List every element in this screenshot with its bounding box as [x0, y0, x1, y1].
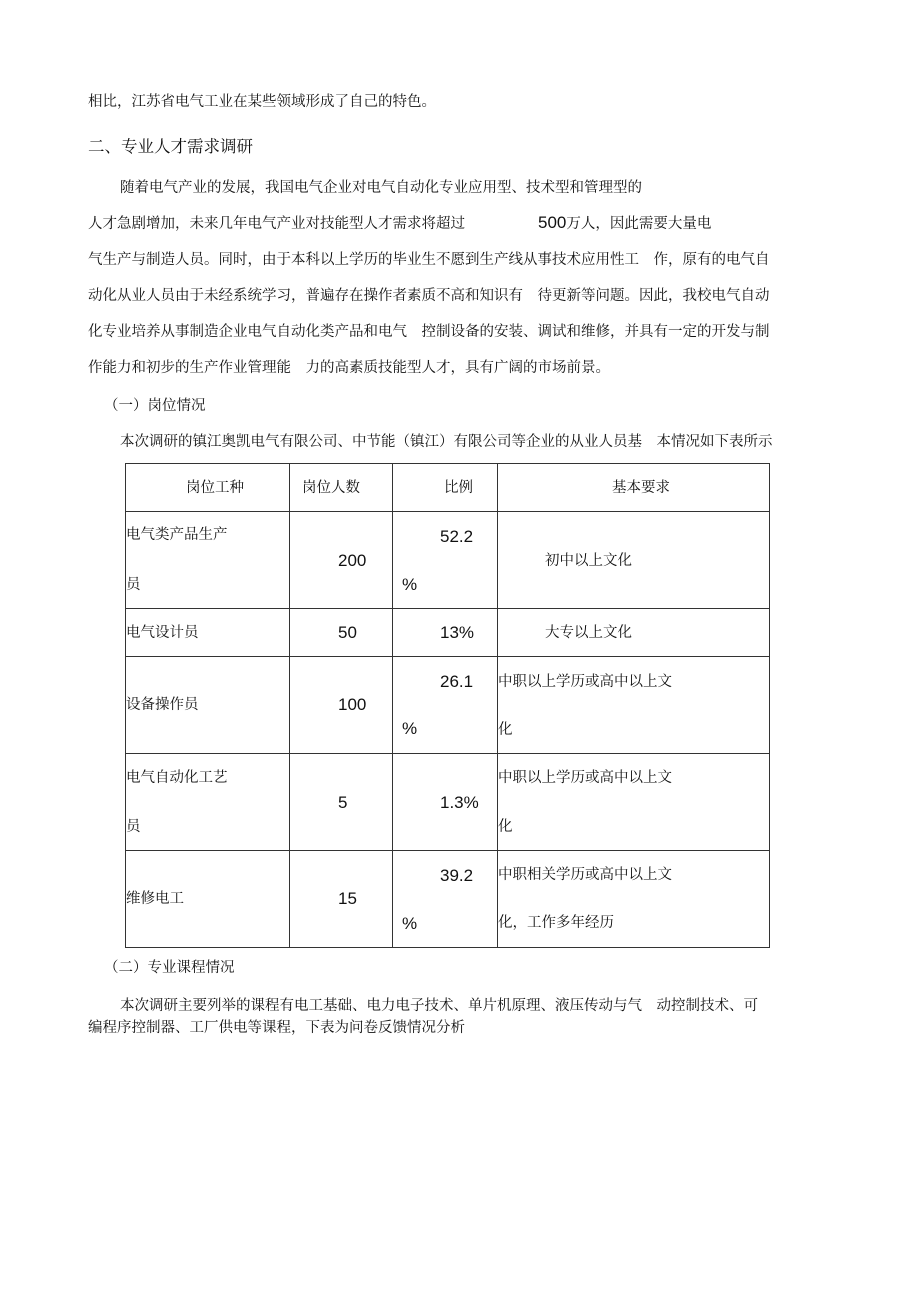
subsection-1-title: （一）岗位情况 [104, 398, 206, 414]
job-positions-table [125, 463, 770, 948]
header-cell: 岗位人数 [290, 464, 393, 512]
count-cell: 100 [290, 657, 393, 754]
header-cell: 基本要求 [498, 464, 770, 512]
ratio-cell: 39.2 % [393, 851, 498, 948]
ratio-cell: 1.3% [393, 754, 498, 851]
requirement-cell: 中职相关学历或高中以上文 化，工作多年经历 [498, 851, 770, 948]
table-header-row [126, 464, 770, 512]
job-cell: 维修电工 [126, 851, 290, 948]
table-row [126, 851, 770, 948]
count-cell: 5 [290, 754, 393, 851]
table-row [126, 512, 770, 609]
intro-tail-text: 相比，江苏省电气工业在某些领域形成了自己的特色。 [88, 94, 436, 110]
paragraph-1-line-5: 化专业培养从事制造企业电气自动化类产品和电气 控制设备的安装、调试和维修，并具有一定的开发与制 [88, 324, 770, 340]
job-cell: 电气设计员 [126, 609, 290, 657]
paragraph-1-line-2b: 万人，因此需要大量电 [566, 216, 712, 232]
ratio-cell: 26.1 % [393, 657, 498, 754]
requirement-cell: 中职以上学历或高中以上文 化 [498, 754, 770, 851]
requirement-cell: 中职以上学历或高中以上文 化 [498, 657, 770, 754]
header-cell: 岗位工种 [126, 464, 290, 512]
paragraph-2-line-1: 本次调研主要列举的课程有电工基础、电力电子技术、单片机原理、液压传动与气 动控制技术、可 [120, 998, 758, 1014]
talent-demand-number: 500 [538, 213, 567, 232]
paragraph-1-line-3: 气生产与制造人员。同时，由于本科以上学历的毕业生不愿到生产线从事技术应用性工 作，原有的电气自 [88, 252, 770, 268]
job-cell: 设备操作员 [126, 657, 290, 754]
requirement-cell: 初中以上文化 [498, 512, 770, 609]
ratio-cell: 13% [393, 609, 498, 657]
requirement-cell: 大专以上文化 [498, 609, 770, 657]
table-row [126, 609, 770, 657]
job-cell: 电气自动化工艺 员 [126, 754, 290, 851]
table-row [126, 754, 770, 851]
count-cell: 200 [290, 512, 393, 609]
paragraph-1-line-4: 动化从业人员由于未经系统学习，普遍存在操作者素质不高和知识有 待更新等问题。因此，我校电气自动 [88, 288, 770, 304]
paragraph-1-line-2-number [538, 213, 711, 234]
count-cell: 15 [290, 851, 393, 948]
paragraph-1-line-6: 作能力和初步的生产作业管理能 力的高素质技能型人才，具有广阔的市场前景。 [88, 360, 610, 376]
paragraph-2-line-2: 编程序控制器、工厂供电等课程，下表为问卷反馈情况分析 [88, 1020, 465, 1036]
section-title: 二、专业人才需求调研 [88, 137, 253, 156]
paragraph-1-line-1: 随着电气产业的发展，我国电气企业对电气自动化专业应用型、技术型和管理型的 [120, 180, 642, 196]
ratio-cell: 52.2 % [393, 512, 498, 609]
subsection-1-intro: 本次调研的镇江奥凯电气有限公司、中节能（镇江）有限公司等企业的从业人员基 本情况如下表所示 [120, 434, 773, 450]
header-cell: 比例 [393, 464, 498, 512]
count-cell: 50 [290, 609, 393, 657]
job-cell: 电气类产品生产 员 [126, 512, 290, 609]
paragraph-1-line-2a: 人才急剧增加，未来几年电气产业对技能型人才需求将超过 [88, 216, 465, 232]
table-row [126, 657, 770, 754]
subsection-2-title: （二）专业课程情况 [104, 960, 235, 976]
